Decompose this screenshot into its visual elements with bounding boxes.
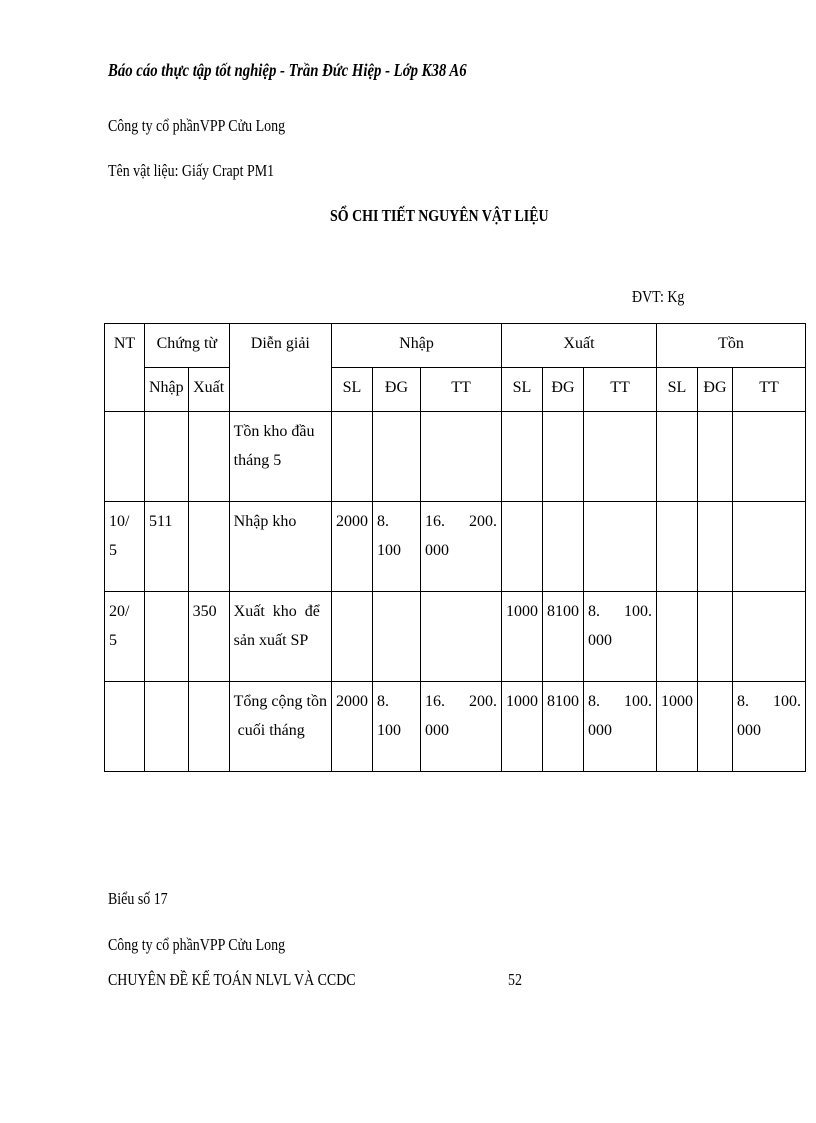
company-name: Công ty cổ phầnVPP Cửu Long — [108, 116, 286, 135]
header-xuat: Xuất — [501, 324, 656, 368]
cell-ton-sl — [656, 592, 697, 682]
cell-xuat-sl — [501, 502, 542, 592]
cell-dien-giai: Tồn kho đầu tháng 5 — [229, 412, 331, 502]
cell-nt: 20/ 5 — [105, 592, 145, 682]
cell-nhap-sl: 2000 — [331, 682, 372, 772]
document-header: Báo cáo thực tập tốt nghiệp - Trần Đức Hiệp - Lớp K38 A6 — [108, 60, 467, 80]
header-nhap-dg: ĐG — [372, 368, 420, 412]
header-row-sub — [105, 368, 806, 412]
cell-xuat-sl: 1000 — [501, 682, 542, 772]
cell-nhap-dg: 8. 100 — [372, 682, 420, 772]
cell-nhap-sl — [331, 592, 372, 682]
header-ton-sl: SL — [656, 368, 697, 412]
cell-xuat-dg: 8100 — [542, 592, 583, 682]
cell-nhap-dg — [372, 592, 420, 682]
cell-ton-tt: 8. 100. 000 — [732, 682, 805, 772]
header-xuat-tt: TT — [583, 368, 656, 412]
cell-xuat-dg — [542, 502, 583, 592]
cell-nhap-dg — [372, 412, 420, 502]
cell-xuat-tt — [583, 502, 656, 592]
cell-ton-sl: 1000 — [656, 682, 697, 772]
material-name: Tên vật liệu: Giấy Crapt PM1 — [108, 161, 275, 180]
cell-ton-dg — [697, 502, 732, 592]
cell-nhap-tt: 16. 200. 000 — [420, 682, 501, 772]
table-row — [105, 412, 806, 502]
cell-nhap-dg: 8. 100 — [372, 502, 420, 592]
cell-nt — [105, 682, 145, 772]
material-ledger-table — [104, 323, 806, 772]
header-chung-tu: Chứng từ — [145, 324, 230, 368]
cell-ton-tt — [732, 592, 805, 682]
cell-ton-sl — [656, 502, 697, 592]
cell-ct-xuat — [188, 502, 229, 592]
header-row-top — [105, 324, 806, 368]
table-row — [105, 502, 806, 592]
cell-ton-tt — [732, 412, 805, 502]
cell-xuat-dg: 8100 — [542, 682, 583, 772]
header-ct-xuat: Xuất — [188, 368, 229, 412]
header-ton-tt: TT — [732, 368, 805, 412]
cell-ct-xuat — [188, 682, 229, 772]
header-ct-nhap: Nhập — [145, 368, 189, 412]
page-number: 52 — [508, 970, 522, 989]
table-row — [105, 682, 806, 772]
table-row — [105, 592, 806, 682]
header-nhap: Nhập — [331, 324, 501, 368]
cell-ton-dg — [697, 592, 732, 682]
cell-ct-nhap — [145, 592, 189, 682]
page-footer: CHUYÊN ĐỀ KẾ TOÁN NLVL VÀ CCDC — [108, 970, 356, 989]
header-nt: NT — [105, 324, 145, 412]
cell-dien-giai: Xuất kho để sản xuất SP — [229, 592, 331, 682]
cell-nhap-tt: 16. 200. 000 — [420, 502, 501, 592]
cell-nt — [105, 412, 145, 502]
cell-ct-nhap — [145, 412, 189, 502]
header-xuat-dg: ĐG — [542, 368, 583, 412]
cell-xuat-tt — [583, 412, 656, 502]
header-ton: Tồn — [656, 324, 805, 368]
cell-xuat-sl: 1000 — [501, 592, 542, 682]
ledger-title: SỔ CHI TIẾT NGUYÊN VẬT LIỆU — [330, 206, 549, 225]
cell-ton-sl — [656, 412, 697, 502]
company-name-bottom: Công ty cổ phầnVPP Cửu Long — [108, 935, 286, 954]
cell-nhap-tt — [420, 412, 501, 502]
cell-ct-xuat: 350 — [188, 592, 229, 682]
cell-ct-xuat — [188, 412, 229, 502]
cell-dien-giai: Nhập kho — [229, 502, 331, 592]
cell-xuat-tt: 8. 100. 000 — [583, 592, 656, 682]
cell-dien-giai: Tổng cộng tồn cuối tháng — [229, 682, 331, 772]
cell-ton-dg — [697, 682, 732, 772]
cell-ton-tt — [732, 502, 805, 592]
cell-ton-dg — [697, 412, 732, 502]
header-xuat-sl: SL — [501, 368, 542, 412]
cell-nhap-sl — [331, 412, 372, 502]
header-ton-dg: ĐG — [697, 368, 732, 412]
cell-nhap-tt — [420, 592, 501, 682]
header-dien-giai: Diễn giải — [229, 324, 331, 412]
header-nhap-sl: SL — [331, 368, 372, 412]
unit-label: ĐVT: Kg — [632, 287, 685, 306]
cell-ct-nhap: 511 — [145, 502, 189, 592]
cell-nhap-sl: 2000 — [331, 502, 372, 592]
cell-ct-nhap — [145, 682, 189, 772]
cell-nt: 10/ 5 — [105, 502, 145, 592]
cell-xuat-tt: 8. 100. 000 — [583, 682, 656, 772]
header-nhap-tt: TT — [420, 368, 501, 412]
cell-xuat-dg — [542, 412, 583, 502]
cell-xuat-sl — [501, 412, 542, 502]
form-number: Biểu số 17 — [108, 889, 168, 908]
